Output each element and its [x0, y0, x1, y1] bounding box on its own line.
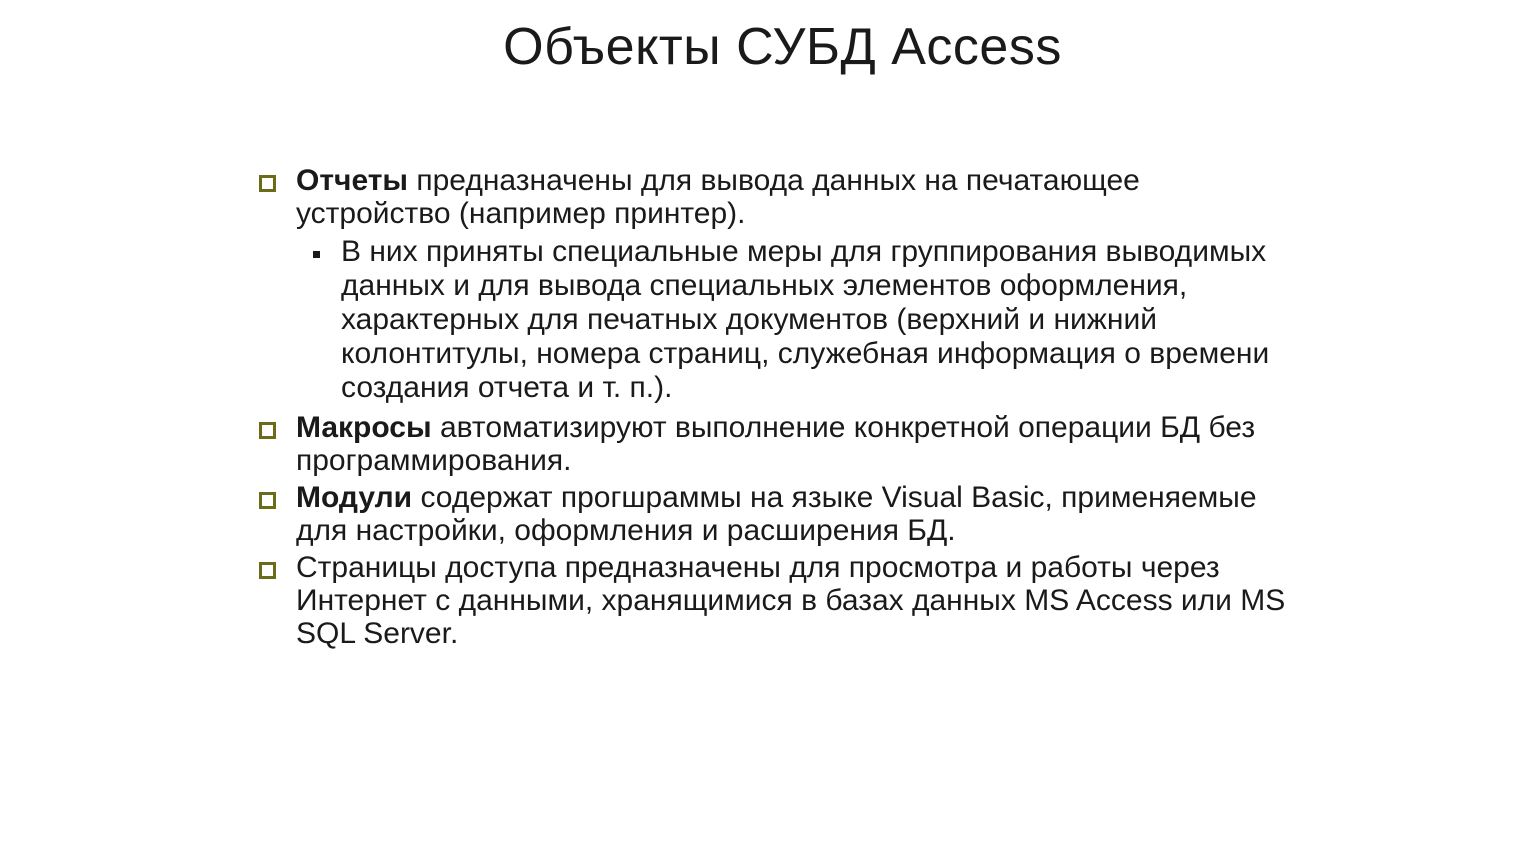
text-macros: автоматизируют выполнение конкретной операции БД без программирования.: [296, 411, 1256, 477]
list-item-macros: [256, 411, 1286, 477]
square-bullet-icon: [259, 562, 276, 579]
term-modules: Модули: [296, 481, 413, 514]
term-macros: Макросы: [296, 411, 432, 444]
term-reports: Отчеты: [296, 164, 409, 197]
sub-text-reports: В них приняты специальные меры для группирования выводимых данных и для вывода специальных элементов оформления, характерных для печатных документов (верхний и нижний колонтитулы, номера страниц, служебная информация о времени создания отчета и т. п.).: [341, 235, 1270, 404]
square-bullet-icon: [259, 492, 276, 509]
text-modules: содержат прогшраммы на языке Visual Basic, применяемые для настройки, оформления и расширения БД.: [296, 481, 1257, 547]
list-item-access-pages: [256, 551, 1286, 650]
slide-title: Объекты СУБД Access: [503, 18, 1062, 76]
sub-list-item-reports: [256, 235, 1286, 405]
text-reports: предназначены для вывода данных на печатающее устройство (например принтер).: [296, 164, 1140, 230]
bullet-list: [256, 164, 1286, 654]
small-square-bullet-icon: [313, 251, 320, 258]
square-bullet-icon: [259, 175, 276, 192]
list-item-reports: [256, 164, 1286, 230]
list-item-modules: [256, 481, 1286, 547]
text-access-pages: Страницы доступа предназначены для просмотра и работы через Интернет с данными, хранящимися в базах данных MS Access или MS SQL Server.: [296, 551, 1286, 650]
square-bullet-icon: [259, 422, 276, 439]
